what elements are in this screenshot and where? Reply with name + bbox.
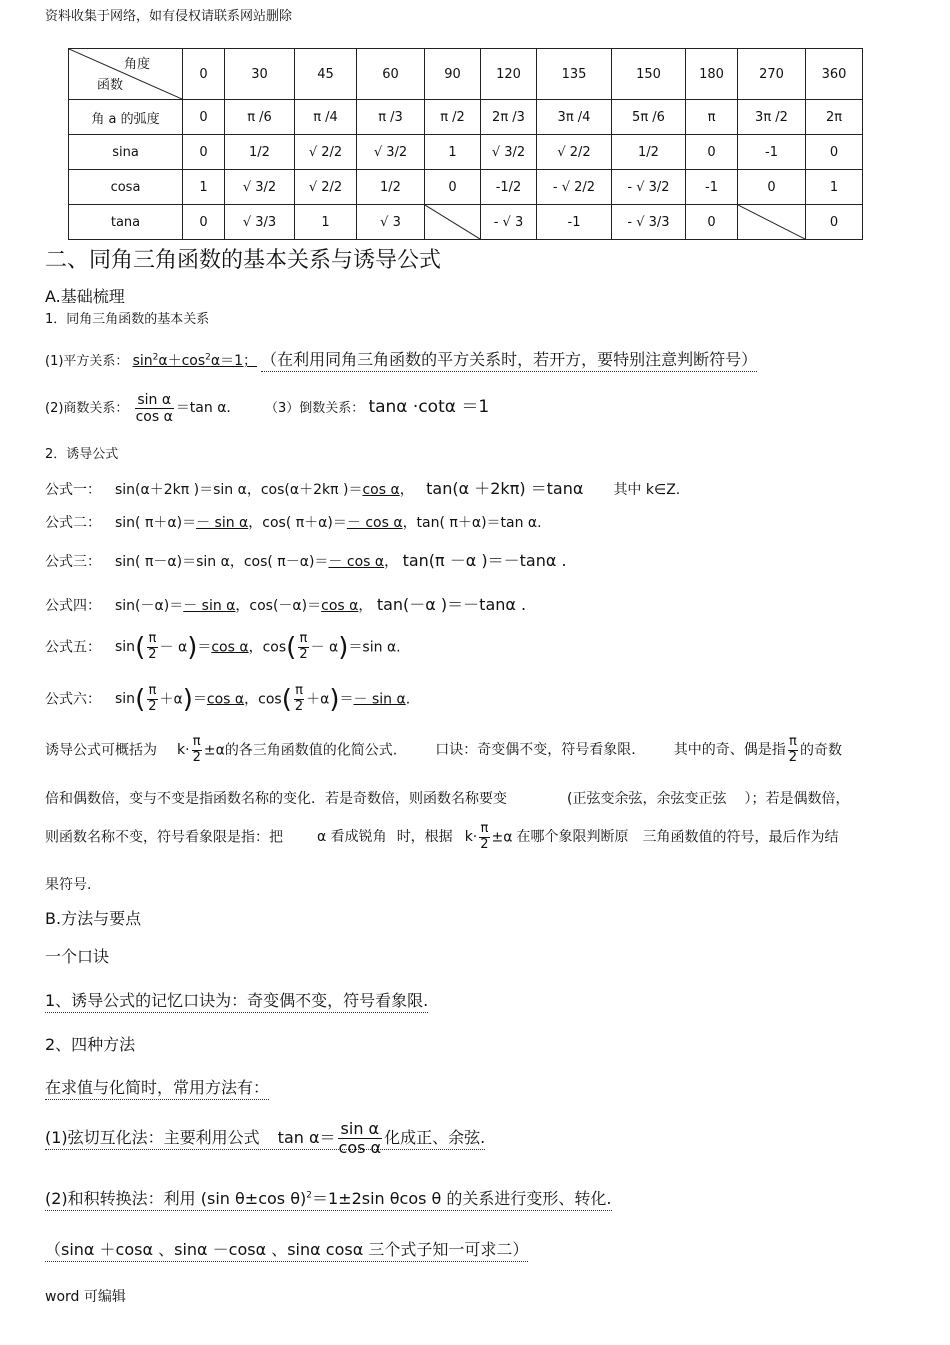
table-row: [69, 170, 863, 205]
table-cell: 2π: [806, 100, 863, 135]
angle-cell: 60: [357, 49, 425, 100]
table-row: [69, 135, 863, 170]
section-title: 二、同角三角函数的基本关系与诱导公式: [45, 248, 442, 273]
angle-cell: 90: [425, 49, 481, 100]
sin-over-cos: $\frac{\text{sin α}}{\text{cos α}}$: [135, 392, 173, 426]
table-cell: 0: [183, 100, 225, 135]
table-header-row: [69, 49, 863, 100]
reciprocal-label: （3）倒数关系：: [265, 401, 365, 417]
undefined-cell: [738, 205, 806, 240]
section-a-heading: A.基础梳理: [45, 287, 125, 306]
table-cell: 5π /6: [612, 100, 686, 135]
table-cell: 2π /3: [481, 100, 537, 135]
table-cell: - √ 3/2: [612, 170, 686, 205]
row-label: 角 a 的弧度: [69, 100, 183, 135]
table-cell: √ 2/2: [295, 170, 357, 205]
trig-values-table: [68, 48, 863, 240]
methods-heading: 2、四种方法: [45, 1035, 136, 1054]
table-cell: -1: [686, 170, 738, 205]
formula-3: 公式三： sin( π－α)＝sin α，cos( π－α)＝－ cos α， tan(π －α )＝－tanα .: [45, 551, 567, 570]
table-cell: √ 3/2: [357, 135, 425, 170]
formula-1: 公式一： sin(α＋2kπ )＝sin α，cos(α＋2kπ )＝cos α， tan(α ＋2kπ) ＝tanα 其中 k∈Z.: [45, 479, 681, 498]
corner-cell: [69, 49, 183, 100]
page-header: 资料收集于网络，如有侵权请联系网站删除: [45, 9, 293, 24]
table-cell: π /4: [295, 100, 357, 135]
angle-cell: 270: [738, 49, 806, 100]
table-cell: √ 3/2: [481, 135, 537, 170]
formula-2: 公式二： sin( π＋α)＝－ sin α，cos( π＋α)＝－ cos α，tan( π＋α)＝tan α.: [45, 515, 542, 531]
table-cell: √ 3/2: [225, 170, 295, 205]
table-cell: 1/2: [225, 135, 295, 170]
angle-cell: 0: [183, 49, 225, 100]
corner-function-label: 函数: [97, 78, 124, 93]
table-cell: π /3: [357, 100, 425, 135]
table-cell: 3π /4: [537, 100, 612, 135]
table-cell: π: [686, 100, 738, 135]
table-cell: 3π /2: [738, 100, 806, 135]
table-cell: √ 3/3: [225, 205, 295, 240]
angle-cell: 120: [481, 49, 537, 100]
table-cell: 1: [183, 170, 225, 205]
section-b-heading: B.方法与要点: [45, 909, 142, 928]
table-row: [69, 100, 863, 135]
table-cell: 1: [425, 135, 481, 170]
formula-6: 公式六： sin( $\frac{\pi}{2}$ ＋α)＝cos α，cos( $\frac{\pi}{2}$ ＋α)＝－ sin α.: [45, 683, 411, 715]
formula-4: 公式四： sin(－α)＝－ sin α，cos(－α)＝cos α， tan(－α )＝－tanα .: [45, 595, 527, 614]
table-cell: 0: [738, 170, 806, 205]
table-cell: π /2: [425, 100, 481, 135]
angle-cell: 135: [537, 49, 612, 100]
row-label: cosa: [69, 170, 183, 205]
table-cell: 1/2: [357, 170, 425, 205]
corner-angle-label: 角度: [123, 57, 150, 72]
quotient-relation: (2)商数关系： $\frac{\text{sin α}}{\text{cos α}}$ ＝tan α. （3）倒数关系： tanα ·cotα ＝1: [45, 392, 490, 426]
table-cell: √ 2/2: [537, 135, 612, 170]
table-cell: 0: [806, 135, 863, 170]
table-cell: 1: [295, 205, 357, 240]
method-1: (1)弦切互化法：主要利用公式 tan α＝ $\frac{\text{sin α}}{\text{cos α}}$ 化成正、余弦.: [45, 1119, 486, 1158]
summary-line-3: 则函数名称不变，符号看象限是指：把 α 看成锐角 时，根据 k· $\frac{\pi}{2}$ ±α 在哪个象限判断原 三角函数值的符号，最后作为结: [45, 821, 839, 852]
square-note: （在利用同角三角函数的平方关系时，若开方，要特别注意判断符号）: [261, 350, 757, 372]
summary-line-1: 诱导公式可概括为 k· $\frac{\pi}{2}$ ±α的各三角函数值的化简公式. 口诀：奇变偶不变，符号看象限. 其中的奇、偶是指 $\frac{\pi}{2}$ 的奇数: [45, 734, 842, 765]
table-cell: 1: [806, 170, 863, 205]
row-label: tana: [69, 205, 183, 240]
table-cell: - √ 3/3: [612, 205, 686, 240]
table-cell: 0: [686, 205, 738, 240]
table-cell: 0: [686, 135, 738, 170]
table-cell: 0: [425, 170, 481, 205]
table-cell: √ 2/2: [295, 135, 357, 170]
formula-5: 公式五： sin( $\frac{\pi}{2}$ － α)＝cos α，cos( $\frac{\pi}{2}$ － α)＝sin α.: [45, 631, 401, 663]
table-cell: 0: [806, 205, 863, 240]
table-cell: π /6: [225, 100, 295, 135]
quotient-label: (2)商数关系：: [45, 401, 129, 417]
table-cell: -1: [738, 135, 806, 170]
table-cell: 0: [183, 135, 225, 170]
page-footer: word 可编辑: [45, 1289, 126, 1305]
table-row: [69, 205, 863, 240]
item-1-heading: 1．同角三角函数的基本关系: [45, 312, 210, 327]
methods-intro: 在求值与化简时，常用方法有：: [45, 1075, 269, 1098]
table-cell: -1: [537, 205, 612, 240]
method-2: (2)和积转换法：利用 (sin θ±cos θ)$^2$＝1±2sin θcos θ 的关系进行变形、转化.: [45, 1186, 612, 1209]
item-2-heading: 2．诱导公式: [45, 447, 119, 462]
angle-cell: 360: [806, 49, 863, 100]
method-note: （sinα ＋cosα 、sinα －cosα 、sinα cosα 三个式子知一可求二）: [45, 1237, 528, 1260]
table-cell: - √ 2/2: [537, 170, 612, 205]
table-cell: √ 3: [357, 205, 425, 240]
mnemonic-heading: 一个口诀: [45, 947, 110, 966]
angle-cell: 180: [686, 49, 738, 100]
square-label: (1)平方关系：: [45, 354, 129, 369]
angle-cell: 45: [295, 49, 357, 100]
undefined-cell: [425, 205, 481, 240]
angle-cell: 30: [225, 49, 295, 100]
table-cell: -1/2: [481, 170, 537, 205]
row-label: sina: [69, 135, 183, 170]
table-cell: 0: [183, 205, 225, 240]
mnemonic-text: 1、诱导公式的记忆口诀为：奇变偶不变，符号看象限.: [45, 988, 428, 1011]
angle-cell: 150: [612, 49, 686, 100]
square-relation: [45, 347, 757, 370]
summary-line-2: 倍和偶数倍，变与不变是指函数名称的变化．若是奇数倍，则函数名称要变 (正弦变余弦，余弦变正弦 ）；若是偶数倍，: [45, 791, 850, 807]
table-cell: - √ 3: [481, 205, 537, 240]
square-formula: $\sin^2\alpha+\cos^2\alpha=1$；: [132, 352, 258, 369]
reciprocal-formula: tanα ·cotα ＝1: [368, 397, 490, 418]
summary-line-4: 果符号.: [45, 877, 92, 893]
table-cell: 1/2: [612, 135, 686, 170]
